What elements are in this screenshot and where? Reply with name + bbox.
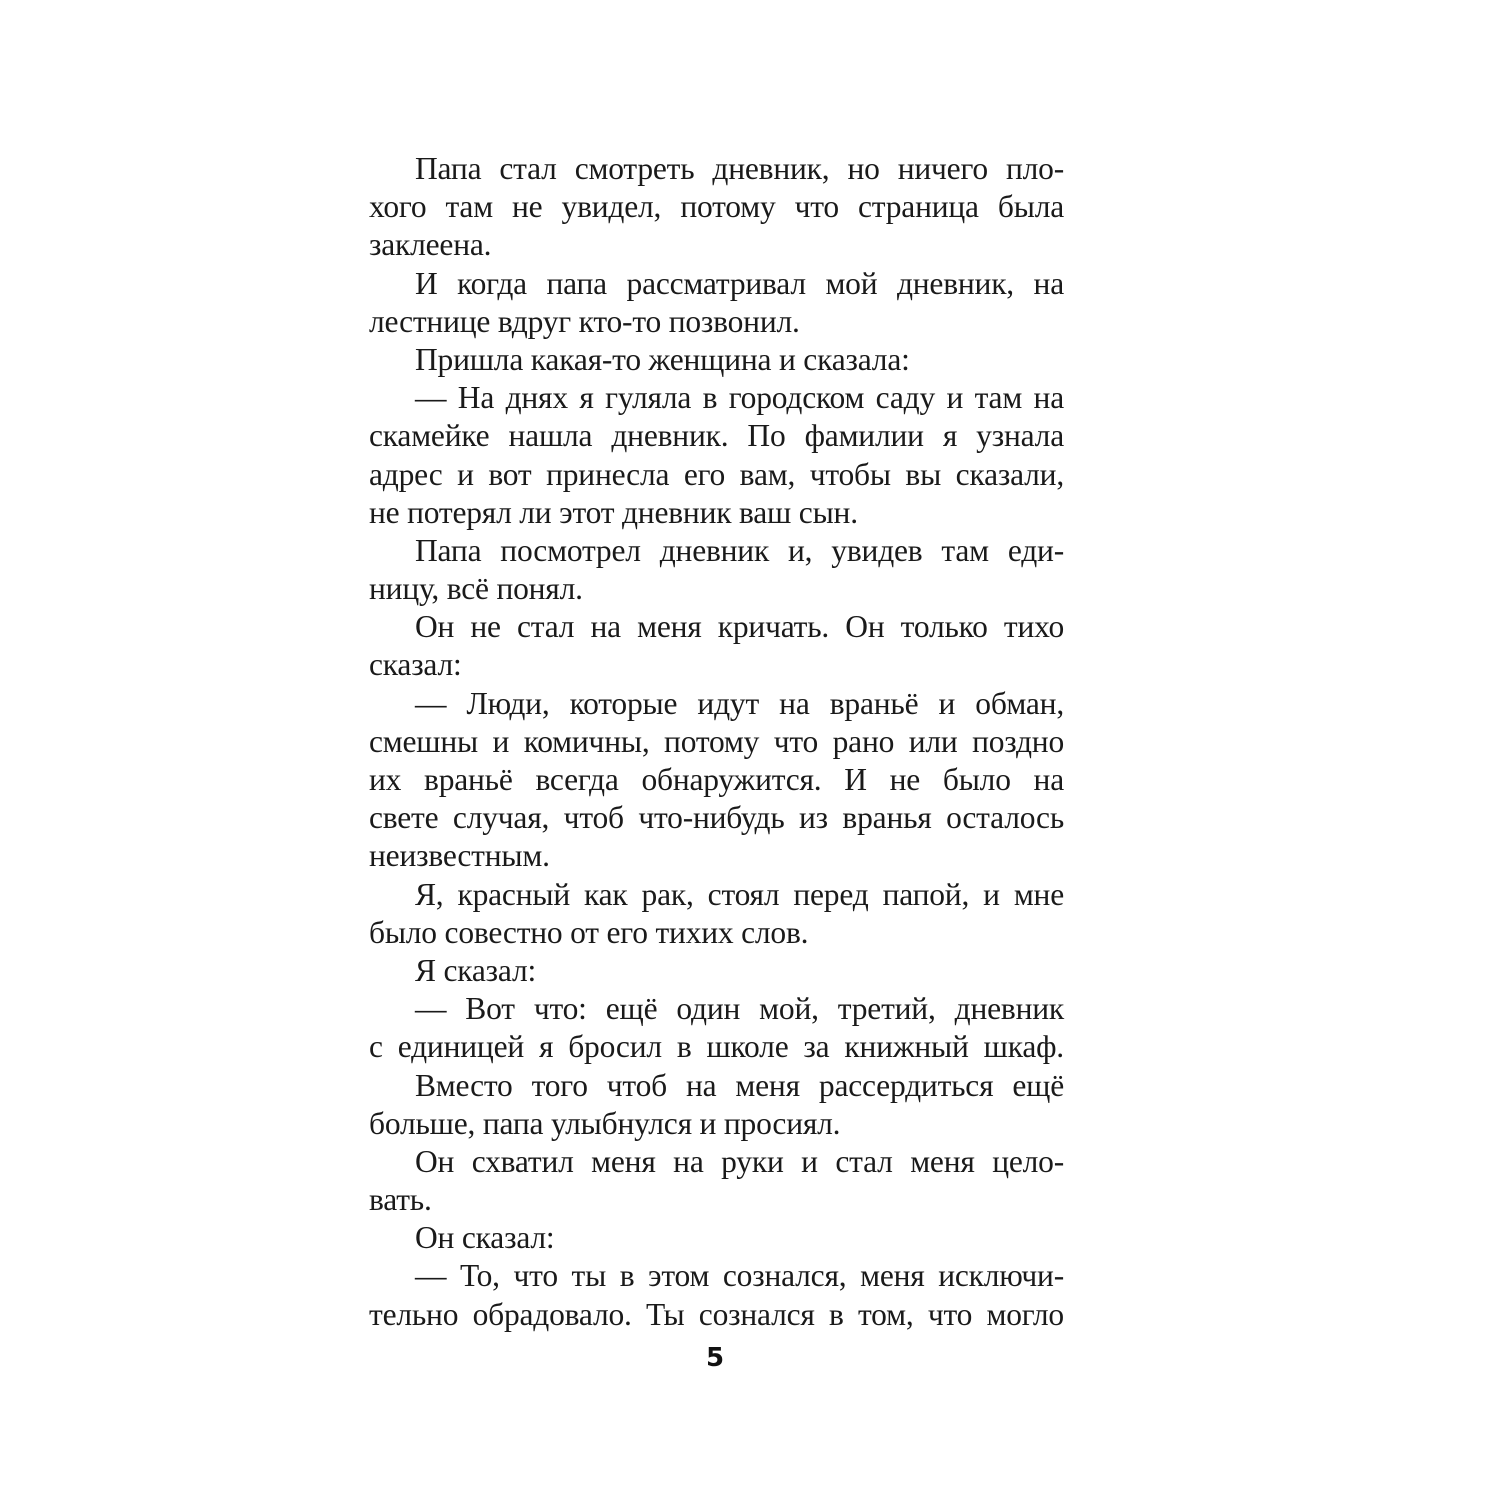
text-line: — То, что ты в этом сознался, меня исключи-	[415, 1258, 1064, 1294]
text-line: Он схватил меня на руки и стал меня цело-	[415, 1143, 1064, 1179]
text-line: сказал:	[369, 647, 462, 683]
text-line: вать.	[369, 1182, 432, 1218]
text-line: было совестно от его тихих слов.	[369, 914, 809, 950]
text-line: Папа стал смотреть дневник, но ничего пло-	[415, 151, 1064, 186]
text-line: Я, красный как рак, стоял перед папой, и мне	[415, 876, 1064, 912]
text-line: скамейке нашла дневник. По фамилии я узнала	[369, 418, 1064, 454]
text-line: их враньё всегда обнаружится. И не было на	[369, 762, 1064, 797]
text-line: Я сказал:	[415, 952, 537, 988]
text-line: больше, папа улыбнулся и просиял.	[369, 1105, 841, 1141]
text-line: заклеена.	[369, 227, 492, 263]
page-number: 5	[705, 1343, 725, 1373]
text-line: свете случая, чтоб что-нибудь из вранья осталось	[369, 800, 1064, 836]
text-line: с единицей я бросил в школе за книжный шкаф.	[369, 1029, 1064, 1065]
text-line: ницу, всё понял.	[369, 571, 583, 607]
text-line: Он не стал на меня кричать. Он только тихо	[415, 609, 1064, 645]
text-line: Вместо того чтоб на меня рассердиться ещё	[415, 1067, 1064, 1103]
text-line: Он сказал:	[415, 1220, 555, 1256]
text-line: смешны и комичны, потому что рано или поздно	[369, 723, 1064, 759]
body-text	[369, 150, 1064, 1334]
text-line: Папа посмотрел дневник и, увидев там еди-	[415, 532, 1064, 568]
text-line: адрес и вот принесла его вам, чтобы вы сказали,	[369, 456, 1064, 492]
text-line: — Люди, которые идут на враньё и обман,	[415, 685, 1064, 721]
text-line: лестнице вдруг кто-то позвонил.	[369, 303, 800, 339]
text-line: — Вот что: ещё один мой, третий, дневник	[415, 991, 1064, 1027]
text-line: — На днях я гуляла в городском саду и там на	[415, 380, 1064, 416]
text-line: Пришла какая-то женщина и сказала:	[415, 341, 910, 377]
text-line: не потерял ли этот дневник ваш сын.	[369, 494, 858, 530]
text-line: тельно обрадовало. Ты сознался в том, что могло	[369, 1296, 1064, 1332]
text-line: И когда папа рассматривал мой дневник, на	[415, 265, 1064, 301]
text-line: хого там не увидел, потому что страница была	[369, 189, 1064, 225]
text-line: неизвестным.	[369, 838, 550, 874]
